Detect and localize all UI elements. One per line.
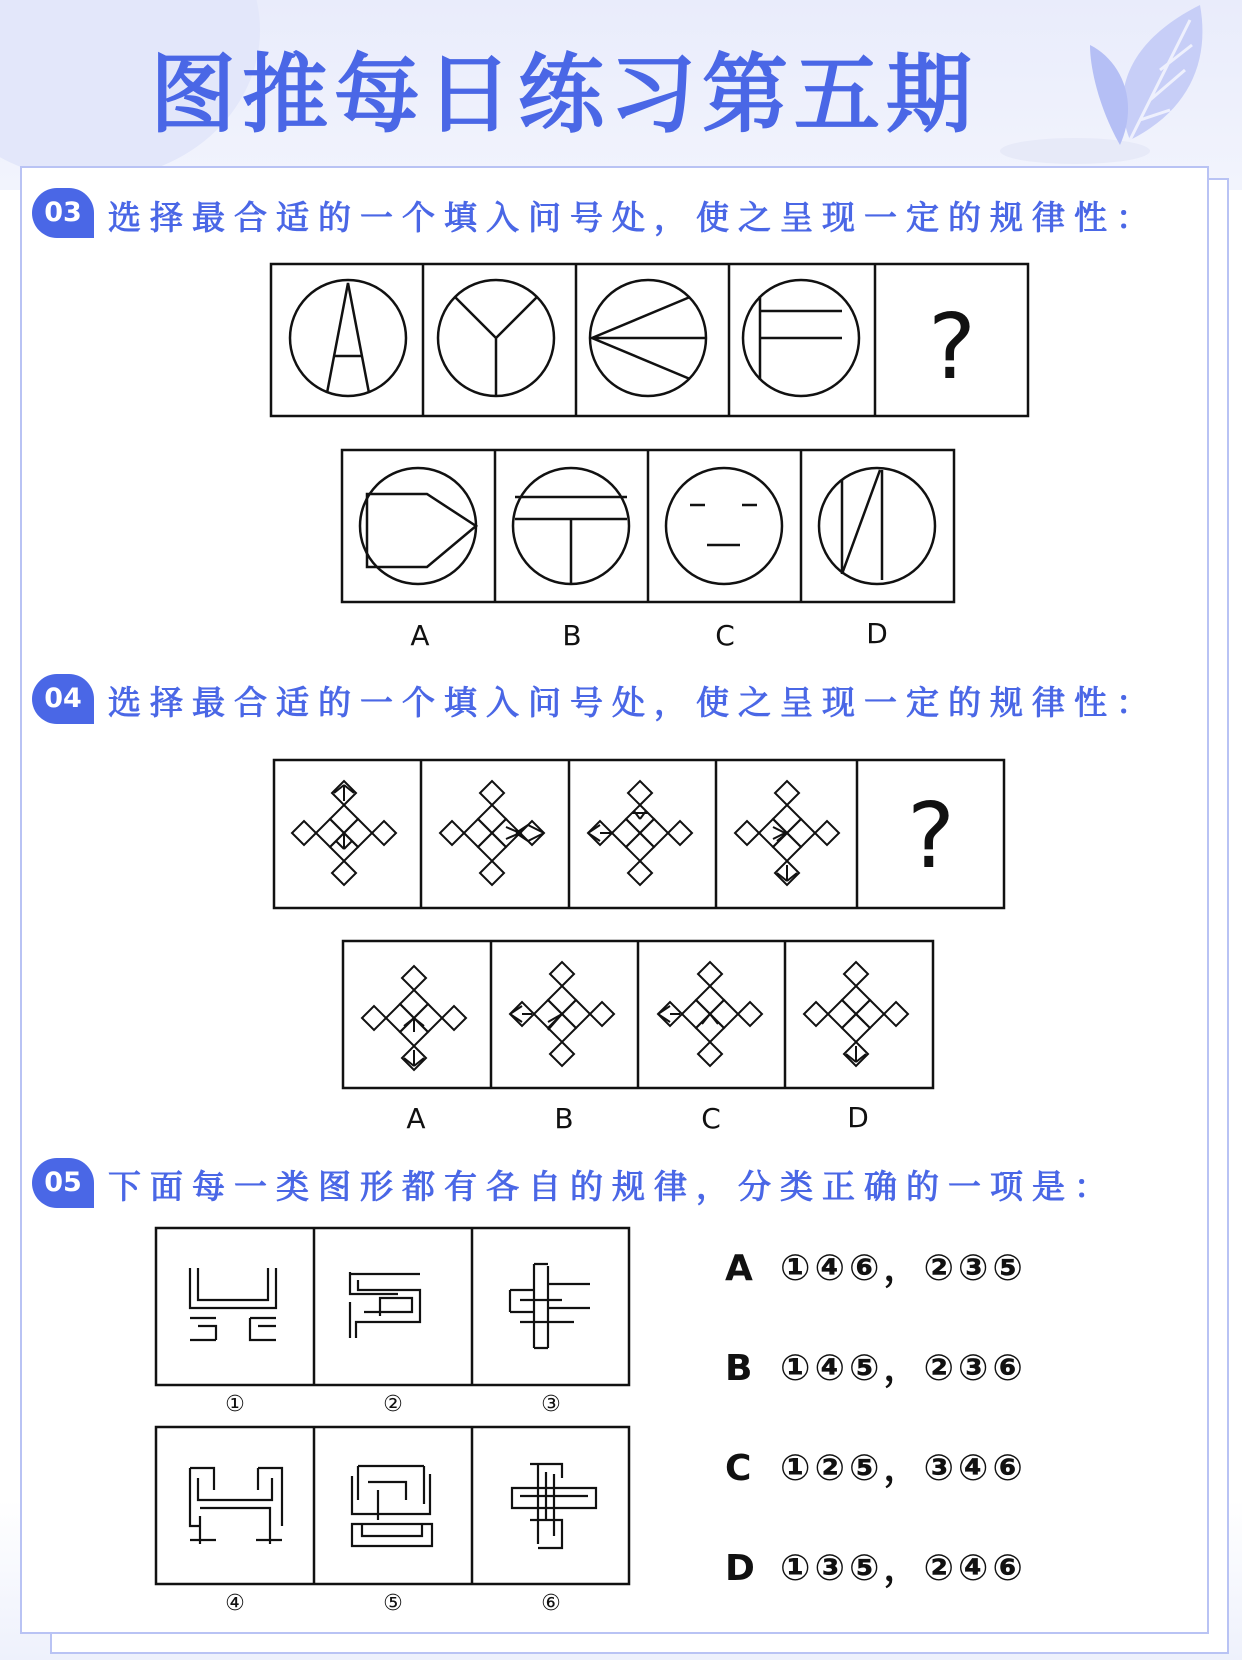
answer-letter: D (725, 1548, 755, 1589)
q3-option-label-d: D (866, 617, 888, 650)
answer-letter: A (725, 1248, 753, 1289)
question-number-badge: 04 (32, 674, 94, 724)
answer-letter: C (725, 1448, 752, 1489)
leaf-icon (1090, 0, 1230, 150)
q4-option-label-a: A (406, 1102, 426, 1135)
content-card (20, 166, 1209, 1634)
q4-question-mark: ? (907, 784, 955, 889)
q5-figure-label: ① (225, 1392, 245, 1417)
answer-text: ①②⑤，③④⑥ (780, 1448, 1027, 1489)
q3-option-label-b: B (562, 619, 582, 652)
q3-question-mark: ? (928, 295, 976, 400)
q5-figure-label: ⑤ (383, 1591, 403, 1616)
q5-figure-label: ② (383, 1392, 403, 1417)
answer-option-a[interactable] (725, 1244, 1027, 1294)
answer-option-d[interactable] (725, 1544, 1027, 1594)
q5-figure-label: ⑥ (541, 1591, 561, 1616)
answer-text: ①③⑤，②④⑥ (780, 1548, 1027, 1589)
page-title: 图推每日练习第五期 (150, 45, 978, 145)
q4-option-label-c: C (701, 1102, 721, 1135)
question-text: 选择最合适的一个填入问号处，使之呈现一定的规律性： (108, 198, 1158, 237)
q3-option-label-c: C (715, 619, 735, 652)
q5-figure-label: ③ (541, 1392, 561, 1417)
answer-option-c[interactable] (725, 1444, 1027, 1494)
question-number-badge: 03 (32, 188, 94, 238)
q5-figure-label: ④ (225, 1591, 245, 1616)
answer-text: ①④⑥，②③⑤ (780, 1248, 1027, 1289)
q4-option-label-b: B (554, 1102, 574, 1135)
answer-option-b[interactable] (725, 1344, 1027, 1394)
answer-letter: B (725, 1348, 753, 1389)
answer-text: ①④⑤，②③⑥ (780, 1348, 1027, 1389)
q4-option-label-d: D (847, 1101, 869, 1134)
q3-option-label-a: A (410, 619, 430, 652)
question-text: 下面每一类图形都有各自的规律，分类正确的一项是： (108, 1167, 1116, 1206)
question-number-badge: 05 (32, 1158, 94, 1208)
question-text: 选择最合适的一个填入问号处，使之呈现一定的规律性： (108, 683, 1158, 722)
